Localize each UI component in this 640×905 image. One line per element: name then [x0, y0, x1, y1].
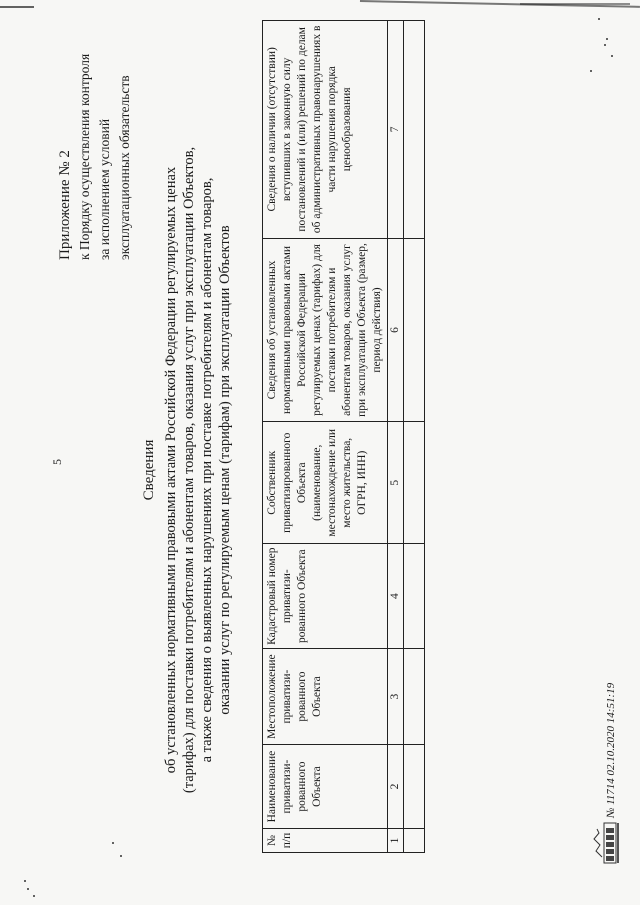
appendix-line: эксплуатационных обязательств [117, 75, 132, 260]
header-cell-name: Наименование приватизи-рованного Объекта [263, 745, 388, 829]
column-number: 6 [388, 238, 404, 422]
header-cell-location: Местоположение приватизи-рованного Объекта [263, 649, 388, 745]
column-number: 7 [388, 21, 404, 239]
header-cell-owner: Собственник приватизированного Объекта (наименование, местонахождение или место жительства, ОГРН, ИНН) [263, 422, 388, 544]
document-title: Сведения [141, 439, 157, 501]
header-cell-tariffs: Сведения об установленных нормативными правовыми актами Российской Федерации регулируемых ценах (тарифах) для поставки потребителям и абонентам товаров, оказания услуг при эксплуатации Объекта (размер, период действия) [263, 238, 388, 422]
column-number: 2 [388, 745, 404, 829]
table-number-row [388, 21, 404, 853]
column-number: 1 [388, 829, 404, 853]
table-cell [404, 238, 425, 422]
appendix-line: за исполнением условий [97, 118, 112, 260]
table-cell [404, 21, 425, 239]
document-heading [140, 95, 234, 845]
header-cell-number: № п/п [263, 829, 388, 853]
column-number: 4 [388, 544, 404, 649]
table-cell [404, 745, 425, 829]
heading-line: (тарифах) для поставки потребителям и абонентам товаров, оказания услуг при эксплуатации Объектов, [181, 146, 197, 794]
table-cell [404, 422, 425, 544]
header-cell-cadastral: Кадастровый номер приватизи-рованного Объекта [263, 544, 388, 649]
appendix-line: к Порядку осуществления контроля [77, 53, 92, 260]
registration-number: № 11714 02.10.2020 14:51:19 [605, 682, 617, 818]
appendix-block [55, 25, 135, 260]
heading-line: об установленных нормативными правовыми актами Российской Федерации регулируемых ценах [163, 166, 179, 774]
table-header-row [263, 21, 388, 853]
table-cell [404, 649, 425, 745]
appendix-title: Приложение № 2 [57, 150, 73, 260]
heading-line: оказании услуг по регулируемым ценам (тарифам) при эксплуатации Объектов [217, 225, 233, 715]
data-table [262, 20, 425, 853]
table-cell [404, 829, 425, 853]
page-number: 5 [50, 459, 64, 465]
table-cell [404, 544, 425, 649]
table-row [404, 21, 425, 853]
header-cell-violations: Сведения о наличии (отсутствии) вступивших в законную силу постановлений и (или) решений по делам об административных правонарушениях в части нарушения порядка ценообразования [263, 21, 388, 239]
column-number: 5 [388, 422, 404, 544]
column-number: 3 [388, 649, 404, 745]
heading-line: а также сведения о выявленных нарушениях при поставке потребителям и абонентам товаров, [199, 177, 215, 763]
registration-stamp-icon [590, 821, 620, 865]
